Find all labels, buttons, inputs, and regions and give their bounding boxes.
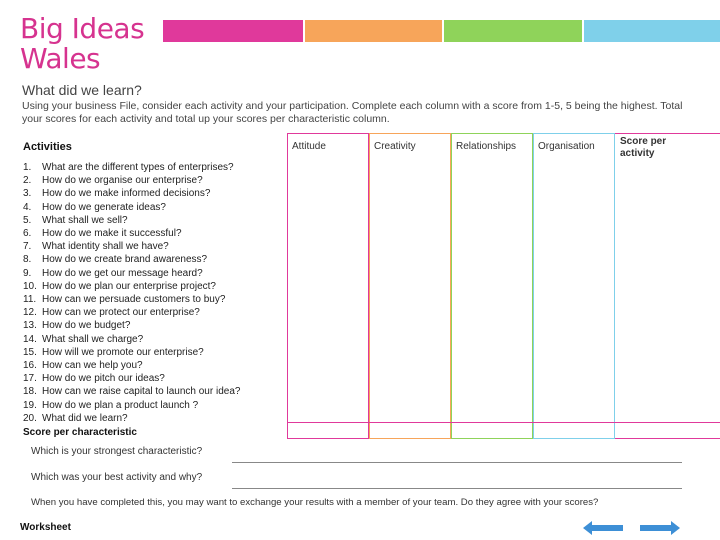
question-exchange: When you have completed this, you may want to exchange your results with a member of your team. Do they agree with your scores? bbox=[31, 497, 599, 508]
activity-text: What shall we charge? bbox=[42, 333, 144, 345]
forward-arrow-icon[interactable] bbox=[640, 520, 680, 536]
activity-text: How do we plan our enterprise project? bbox=[42, 280, 216, 292]
activities-header: Activities bbox=[23, 141, 72, 153]
activity-number: 13. bbox=[23, 320, 37, 332]
activity-number: 6. bbox=[23, 228, 32, 240]
activity-text: How do we organise our enterprise? bbox=[42, 175, 203, 187]
activity-text: How do we budget? bbox=[42, 320, 131, 332]
activity-text: How do we plan a product launch ? bbox=[42, 399, 199, 411]
activity-number: 15. bbox=[23, 346, 37, 358]
activity-item bbox=[23, 201, 240, 214]
activity-item bbox=[23, 227, 240, 240]
activity-number: 1. bbox=[23, 162, 32, 173]
question-best-activity: Which was your best activity and why? bbox=[31, 472, 203, 483]
activity-item bbox=[23, 293, 240, 306]
activity-number: 2. bbox=[23, 175, 32, 187]
header-bar-pink bbox=[163, 20, 303, 42]
activity-number: 5. bbox=[23, 214, 32, 226]
score-row-divider bbox=[287, 422, 720, 423]
activity-item bbox=[23, 240, 240, 253]
logo-line-1: Big Ideas bbox=[20, 12, 145, 45]
column-creativity[interactable] bbox=[369, 133, 451, 439]
activity-text: How will we promote our enterprise? bbox=[42, 346, 204, 358]
back-arrow-icon[interactable] bbox=[583, 520, 623, 536]
page-title: What did we learn? bbox=[22, 82, 142, 98]
score-table bbox=[20, 133, 720, 441]
big-ideas-wales-logo bbox=[20, 14, 144, 74]
footer-label: Worksheet bbox=[20, 522, 71, 533]
column-header-score-per-activity: Score per activity bbox=[620, 136, 667, 159]
activity-item bbox=[23, 253, 240, 266]
score-per-characteristic-label: Score per characteristic bbox=[23, 427, 137, 438]
activity-text: How do we make it successful? bbox=[42, 228, 182, 240]
activity-text: How can we protect our enterprise? bbox=[42, 307, 200, 319]
activity-number: 8. bbox=[23, 254, 32, 266]
question-strongest: Which is your strongest characteristic? bbox=[31, 446, 203, 457]
activity-item bbox=[23, 333, 240, 346]
header-bar-blue bbox=[584, 20, 720, 42]
activity-text: What shall we sell? bbox=[42, 214, 128, 226]
activity-number: 4. bbox=[23, 201, 32, 213]
column-header-relationships: Relationships bbox=[456, 141, 517, 152]
activity-item bbox=[23, 346, 240, 359]
header-bar-green bbox=[444, 20, 582, 42]
activity-item bbox=[23, 174, 240, 187]
activity-number: 18. bbox=[23, 386, 37, 398]
activity-item bbox=[23, 306, 240, 319]
column-score-per-activity[interactable] bbox=[615, 133, 720, 439]
activity-text: How can we raise capital to launch our idea? bbox=[42, 386, 241, 398]
activity-item bbox=[23, 412, 240, 425]
column-attitude[interactable] bbox=[287, 133, 369, 439]
activity-text: How do we generate ideas? bbox=[42, 201, 166, 213]
activity-item bbox=[23, 161, 240, 174]
instructions-text: Using your business File, consider each activity and your participation. Complete each column with a score from 1-5, 5 being the highest. Total your scores for each activity and total up your scores per characteristic column. bbox=[22, 100, 683, 125]
activity-number: 7. bbox=[23, 241, 32, 253]
activity-text: What are the different types of enterprises? bbox=[42, 162, 234, 173]
activity-number: 14. bbox=[23, 333, 37, 345]
activity-item bbox=[23, 399, 240, 412]
activity-number: 12. bbox=[23, 307, 37, 319]
activity-number: 16. bbox=[23, 360, 37, 372]
activity-number: 19. bbox=[23, 399, 37, 411]
activities-list bbox=[23, 161, 240, 425]
activity-item bbox=[23, 385, 240, 398]
column-relationships[interactable] bbox=[451, 133, 533, 439]
activity-item bbox=[23, 214, 240, 227]
column-header-organisation: Organisation bbox=[538, 141, 595, 152]
activity-text: How do we pitch our ideas? bbox=[42, 373, 165, 385]
activity-number: 20. bbox=[23, 412, 37, 424]
activity-number: 17. bbox=[23, 373, 37, 385]
activity-text: How do we get our message heard? bbox=[42, 267, 203, 279]
activity-text: How can we help you? bbox=[42, 360, 143, 372]
header-color-bars bbox=[163, 20, 720, 42]
activity-item bbox=[23, 280, 240, 293]
header-bar-orange bbox=[305, 20, 443, 42]
logo-line-2: Wales bbox=[20, 42, 101, 75]
activity-text: How do we make informed decisions? bbox=[42, 188, 211, 200]
activity-text: What identity shall we have? bbox=[42, 241, 169, 253]
column-header-creativity: Creativity bbox=[374, 141, 416, 152]
activity-item bbox=[23, 359, 240, 372]
activity-item bbox=[23, 319, 240, 332]
activity-number: 3. bbox=[23, 188, 32, 200]
column-header-attitude: Attitude bbox=[292, 141, 326, 152]
activity-text: How can we persuade customers to buy? bbox=[42, 294, 226, 306]
column-organisation[interactable] bbox=[533, 133, 615, 439]
activity-item bbox=[23, 187, 240, 200]
activity-item bbox=[23, 372, 240, 385]
activity-number: 10. bbox=[23, 280, 37, 292]
answer-line-best-activity[interactable] bbox=[232, 488, 682, 489]
activity-number: 11. bbox=[23, 294, 37, 306]
answer-line-strongest[interactable] bbox=[232, 462, 682, 463]
activity-item bbox=[23, 267, 240, 280]
activity-number: 9. bbox=[23, 267, 32, 279]
activity-text: How do we create brand awareness? bbox=[42, 254, 208, 266]
activity-text: What did we learn? bbox=[42, 412, 128, 424]
